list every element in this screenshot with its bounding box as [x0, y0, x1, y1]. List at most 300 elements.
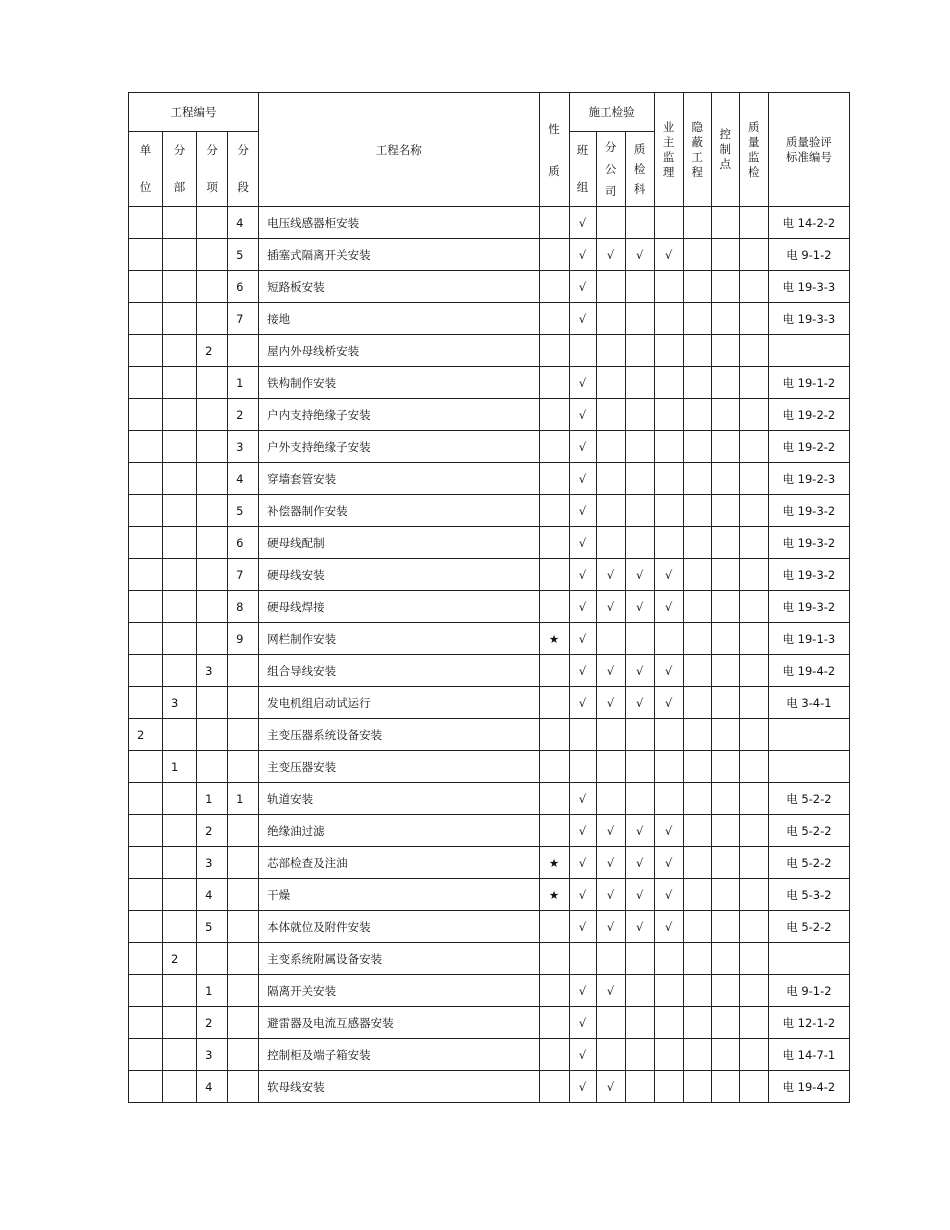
row-check-owner	[654, 975, 683, 1007]
row-division-cell	[163, 207, 197, 239]
row-check-branch	[596, 719, 625, 751]
row-division-cell	[163, 463, 197, 495]
row-check-qc	[625, 751, 654, 783]
row-division-cell	[163, 655, 197, 687]
row-unit-cell	[129, 399, 163, 431]
row-check-control	[711, 367, 739, 399]
row-check-branch	[596, 463, 625, 495]
row-check-qc	[625, 207, 654, 239]
row-check-qc: √	[625, 847, 654, 879]
table-row	[129, 335, 850, 367]
row-division-cell	[163, 367, 197, 399]
row-check-qc	[625, 271, 654, 303]
row-nature-mark	[539, 1039, 569, 1071]
row-check-team	[569, 335, 596, 367]
row-section-cell: 4	[228, 463, 259, 495]
row-standard-code: 电 19-2-2	[768, 399, 849, 431]
row-division-cell	[163, 783, 197, 815]
row-check-quality	[739, 335, 768, 367]
row-check-owner	[654, 431, 683, 463]
row-check-quality	[739, 975, 768, 1007]
row-check-branch	[596, 1039, 625, 1071]
row-check-control	[711, 719, 739, 751]
header-qc-3: 科	[633, 182, 646, 196]
row-check-concealed	[683, 783, 711, 815]
row-check-quality	[739, 527, 768, 559]
row-division-cell	[163, 1007, 197, 1039]
row-check-concealed	[683, 687, 711, 719]
header-unit	[129, 132, 163, 207]
row-check-qc	[625, 399, 654, 431]
row-check-control	[711, 399, 739, 431]
row-check-owner: √	[654, 847, 683, 879]
row-division-cell	[163, 1039, 197, 1071]
header-inspection-group: 施工检验	[569, 93, 654, 132]
row-check-control	[711, 463, 739, 495]
row-standard-code: 电 19-3-2	[768, 559, 849, 591]
row-section-cell	[228, 335, 259, 367]
row-standard-code	[768, 335, 849, 367]
header-nature-1: 性	[548, 121, 560, 136]
row-check-team: √	[569, 239, 596, 271]
row-check-qc: √	[625, 911, 654, 943]
header-control-point	[711, 93, 739, 207]
header-unit-1: 单	[139, 143, 152, 157]
row-check-team: √	[569, 303, 596, 335]
row-check-concealed	[683, 239, 711, 271]
row-check-quality	[739, 559, 768, 591]
row-check-quality	[739, 303, 768, 335]
row-standard-code: 电 19-1-3	[768, 623, 849, 655]
row-standard-code: 电 19-2-3	[768, 463, 849, 495]
table-row	[129, 399, 850, 431]
header-branch-2: 公	[604, 162, 617, 176]
row-section-cell: 6	[228, 527, 259, 559]
row-project-name: 短路板安装	[259, 271, 539, 303]
row-item-cell: 3	[197, 1039, 228, 1071]
row-check-team: √	[569, 879, 596, 911]
row-check-owner	[654, 943, 683, 975]
row-section-cell	[228, 911, 259, 943]
row-check-quality	[739, 271, 768, 303]
row-check-concealed	[683, 335, 711, 367]
row-check-owner	[654, 719, 683, 751]
header-standard-1: 质量验评	[785, 134, 832, 149]
row-nature-mark: ★	[539, 847, 569, 879]
row-check-team	[569, 719, 596, 751]
row-nature-mark	[539, 1007, 569, 1039]
row-check-branch: √	[596, 559, 625, 591]
row-item-cell: 2	[197, 335, 228, 367]
row-section-cell: 4	[228, 207, 259, 239]
row-unit-cell	[129, 815, 163, 847]
row-check-team: √	[569, 655, 596, 687]
header-section-1: 分	[237, 143, 249, 157]
row-project-name: 主变压器安装	[259, 751, 539, 783]
row-check-concealed	[683, 495, 711, 527]
header-quality-supervision	[739, 93, 768, 207]
row-check-quality	[739, 591, 768, 623]
row-check-owner	[654, 1039, 683, 1071]
row-section-cell	[228, 847, 259, 879]
table-row	[129, 1071, 850, 1103]
row-standard-code: 电 19-1-2	[768, 367, 849, 399]
row-section-cell	[228, 943, 259, 975]
header-division-2: 部	[173, 180, 186, 194]
row-standard-code: 电 19-3-3	[768, 303, 849, 335]
row-check-concealed	[683, 527, 711, 559]
row-division-cell	[163, 239, 197, 271]
row-standard-code	[768, 719, 849, 751]
row-check-control	[711, 975, 739, 1007]
row-item-cell	[197, 943, 228, 975]
row-standard-code: 电 9-1-2	[768, 975, 849, 1007]
row-check-concealed	[683, 847, 711, 879]
row-division-cell	[163, 335, 197, 367]
header-branch	[596, 132, 625, 207]
row-check-owner: √	[654, 815, 683, 847]
row-standard-code: 电 14-7-1	[768, 1039, 849, 1071]
table-row	[129, 527, 850, 559]
row-division-cell	[163, 431, 197, 463]
row-check-quality	[739, 367, 768, 399]
row-section-cell	[228, 975, 259, 1007]
row-unit-cell	[129, 271, 163, 303]
row-project-name: 屋内外母线桥安装	[259, 335, 539, 367]
row-standard-code: 电 9-1-2	[768, 239, 849, 271]
row-check-team: √	[569, 463, 596, 495]
row-division-cell	[163, 879, 197, 911]
row-check-concealed	[683, 271, 711, 303]
row-division-cell	[163, 527, 197, 559]
row-check-concealed	[683, 431, 711, 463]
row-nature-mark	[539, 751, 569, 783]
row-unit-cell	[129, 527, 163, 559]
row-check-qc	[625, 463, 654, 495]
row-project-name: 主变压器系统设备安装	[259, 719, 539, 751]
row-check-control	[711, 559, 739, 591]
row-unit-cell	[129, 1039, 163, 1071]
row-nature-mark	[539, 719, 569, 751]
row-section-cell	[228, 879, 259, 911]
row-check-branch	[596, 495, 625, 527]
row-check-concealed	[683, 719, 711, 751]
row-section-cell	[228, 1007, 259, 1039]
row-unit-cell	[129, 783, 163, 815]
row-check-quality	[739, 623, 768, 655]
row-section-cell	[228, 719, 259, 751]
header-standard-2: 标准编号	[785, 149, 832, 164]
row-standard-code: 电 12-1-2	[768, 1007, 849, 1039]
row-check-control	[711, 655, 739, 687]
row-check-control	[711, 815, 739, 847]
row-check-owner: √	[654, 655, 683, 687]
row-check-owner	[654, 495, 683, 527]
row-check-branch: √	[596, 687, 625, 719]
row-check-team	[569, 943, 596, 975]
row-nature-mark	[539, 239, 569, 271]
header-owner-2: 主	[662, 134, 675, 149]
row-check-control	[711, 431, 739, 463]
row-check-quality	[739, 463, 768, 495]
header-branch-1: 分	[604, 140, 617, 154]
row-check-team: √	[569, 559, 596, 591]
row-project-name: 发电机组启动试运行	[259, 687, 539, 719]
row-check-qc	[625, 1039, 654, 1071]
row-check-branch: √	[596, 591, 625, 623]
row-item-cell	[197, 751, 228, 783]
row-check-concealed	[683, 943, 711, 975]
row-check-concealed	[683, 367, 711, 399]
row-check-owner	[654, 783, 683, 815]
row-check-branch: √	[596, 911, 625, 943]
header-code-group: 工程编号	[129, 93, 259, 132]
row-division-cell	[163, 623, 197, 655]
row-check-owner	[654, 1007, 683, 1039]
row-check-concealed	[683, 623, 711, 655]
table-row	[129, 463, 850, 495]
row-standard-code	[768, 943, 849, 975]
table-row	[129, 271, 850, 303]
table-row	[129, 495, 850, 527]
row-check-team: √	[569, 847, 596, 879]
row-check-control	[711, 751, 739, 783]
row-unit-cell	[129, 431, 163, 463]
row-check-control	[711, 943, 739, 975]
row-check-control	[711, 303, 739, 335]
row-standard-code: 电 19-4-2	[768, 655, 849, 687]
row-item-cell	[197, 591, 228, 623]
row-section-cell	[228, 655, 259, 687]
header-owner-3: 监	[662, 149, 675, 164]
row-check-branch	[596, 399, 625, 431]
row-check-control	[711, 879, 739, 911]
row-check-qc	[625, 367, 654, 399]
header-concealed-2: 蔽	[691, 134, 703, 149]
row-unit-cell	[129, 1071, 163, 1103]
row-check-quality	[739, 431, 768, 463]
header-concealed	[683, 93, 711, 207]
row-item-cell: 3	[197, 655, 228, 687]
row-section-cell: 3	[228, 431, 259, 463]
row-project-name: 控制柜及端子箱安装	[259, 1039, 539, 1071]
row-check-team: √	[569, 1007, 596, 1039]
row-division-cell: 1	[163, 751, 197, 783]
row-item-cell	[197, 559, 228, 591]
header-branch-3: 司	[604, 184, 617, 198]
row-check-quality	[739, 783, 768, 815]
row-check-team: √	[569, 783, 596, 815]
row-check-qc: √	[625, 239, 654, 271]
row-project-name: 隔离开关安装	[259, 975, 539, 1007]
row-section-cell: 1	[228, 783, 259, 815]
row-project-name: 穿墙套管安装	[259, 463, 539, 495]
row-section-cell: 7	[228, 559, 259, 591]
row-nature-mark	[539, 367, 569, 399]
row-standard-code: 电 5-2-2	[768, 815, 849, 847]
row-check-concealed	[683, 207, 711, 239]
row-check-quality	[739, 1039, 768, 1071]
row-nature-mark	[539, 495, 569, 527]
row-standard-code: 电 5-2-2	[768, 847, 849, 879]
row-item-cell	[197, 527, 228, 559]
row-item-cell	[197, 271, 228, 303]
row-project-name: 电压线感器柜安装	[259, 207, 539, 239]
row-division-cell	[163, 271, 197, 303]
row-check-owner: √	[654, 239, 683, 271]
table-row	[129, 687, 850, 719]
row-project-name: 本体就位及附件安装	[259, 911, 539, 943]
row-check-branch: √	[596, 655, 625, 687]
row-check-quality	[739, 1007, 768, 1039]
row-standard-code: 电 19-3-3	[768, 271, 849, 303]
row-check-concealed	[683, 815, 711, 847]
row-unit-cell	[129, 367, 163, 399]
row-check-branch	[596, 1007, 625, 1039]
row-check-quality	[739, 495, 768, 527]
row-check-qc	[625, 431, 654, 463]
row-check-qc: √	[625, 879, 654, 911]
row-check-control	[711, 623, 739, 655]
row-check-owner: √	[654, 559, 683, 591]
row-nature-mark	[539, 431, 569, 463]
header-section-2: 段	[237, 180, 249, 194]
row-check-qc: √	[625, 815, 654, 847]
row-project-name: 接地	[259, 303, 539, 335]
row-nature-mark	[539, 687, 569, 719]
header-qsup-3: 监	[748, 149, 760, 164]
row-nature-mark	[539, 655, 569, 687]
row-check-team: √	[569, 815, 596, 847]
row-standard-code: 电 19-2-2	[768, 431, 849, 463]
row-unit-cell	[129, 1007, 163, 1039]
row-unit-cell	[129, 623, 163, 655]
header-nature-2: 质	[548, 163, 560, 178]
header-control-2: 制	[719, 142, 731, 156]
row-check-qc	[625, 623, 654, 655]
table-row	[129, 943, 850, 975]
row-division-cell	[163, 975, 197, 1007]
row-check-control	[711, 527, 739, 559]
table-row	[129, 367, 850, 399]
row-check-quality	[739, 879, 768, 911]
row-division-cell	[163, 495, 197, 527]
header-qsup-2: 量	[748, 134, 760, 149]
row-project-name: 主变系统附属设备安装	[259, 943, 539, 975]
row-item-cell	[197, 367, 228, 399]
header-item-2: 项	[206, 180, 218, 194]
row-division-cell	[163, 399, 197, 431]
row-project-name: 户内支持绝缘子安装	[259, 399, 539, 431]
table-row	[129, 559, 850, 591]
header-team-1: 班	[576, 143, 589, 157]
row-check-qc: √	[625, 559, 654, 591]
header-concealed-3: 工	[691, 149, 703, 164]
table-row	[129, 655, 850, 687]
row-check-control	[711, 1071, 739, 1103]
row-standard-code: 电 19-3-2	[768, 527, 849, 559]
row-item-cell: 2	[197, 815, 228, 847]
header-team-2: 组	[576, 180, 589, 194]
header-section	[228, 132, 259, 207]
row-nature-mark: ★	[539, 623, 569, 655]
header-qsup-4: 检	[748, 164, 760, 179]
row-check-team: √	[569, 271, 596, 303]
row-check-team: √	[569, 911, 596, 943]
row-section-cell: 7	[228, 303, 259, 335]
row-division-cell	[163, 559, 197, 591]
row-check-branch	[596, 527, 625, 559]
row-project-name: 硬母线配制	[259, 527, 539, 559]
row-project-name: 软母线安装	[259, 1071, 539, 1103]
row-check-control	[711, 239, 739, 271]
row-check-quality	[739, 943, 768, 975]
row-unit-cell: 2	[129, 719, 163, 751]
row-check-owner	[654, 303, 683, 335]
row-item-cell: 4	[197, 879, 228, 911]
row-project-name: 补偿器制作安装	[259, 495, 539, 527]
row-check-owner	[654, 367, 683, 399]
row-check-branch: √	[596, 975, 625, 1007]
row-project-name: 户外支持绝缘子安装	[259, 431, 539, 463]
row-section-cell: 6	[228, 271, 259, 303]
row-check-concealed	[683, 751, 711, 783]
row-unit-cell	[129, 879, 163, 911]
table-row	[129, 847, 850, 879]
row-item-cell	[197, 239, 228, 271]
row-item-cell	[197, 719, 228, 751]
row-check-branch	[596, 335, 625, 367]
row-check-control	[711, 911, 739, 943]
row-unit-cell	[129, 207, 163, 239]
row-check-team: √	[569, 207, 596, 239]
row-item-cell	[197, 431, 228, 463]
row-section-cell	[228, 815, 259, 847]
row-section-cell: 5	[228, 495, 259, 527]
row-item-cell: 3	[197, 847, 228, 879]
row-nature-mark	[539, 975, 569, 1007]
row-unit-cell	[129, 943, 163, 975]
row-check-concealed	[683, 463, 711, 495]
row-division-cell	[163, 719, 197, 751]
row-standard-code: 电 19-3-2	[768, 495, 849, 527]
row-division-cell: 2	[163, 943, 197, 975]
table-row	[129, 431, 850, 463]
row-check-control	[711, 495, 739, 527]
row-check-quality	[739, 207, 768, 239]
row-project-name: 铁构制作安装	[259, 367, 539, 399]
row-check-owner	[654, 463, 683, 495]
row-item-cell: 1	[197, 975, 228, 1007]
header-qsup-1: 质	[748, 119, 760, 134]
row-unit-cell	[129, 463, 163, 495]
row-check-qc	[625, 495, 654, 527]
table-row	[129, 1039, 850, 1071]
row-section-cell: 8	[228, 591, 259, 623]
row-check-concealed	[683, 911, 711, 943]
row-check-qc	[625, 719, 654, 751]
row-section-cell	[228, 751, 259, 783]
row-nature-mark	[539, 559, 569, 591]
row-check-control	[711, 271, 739, 303]
row-nature-mark	[539, 1071, 569, 1103]
row-check-quality	[739, 847, 768, 879]
row-unit-cell	[129, 975, 163, 1007]
row-check-team: √	[569, 623, 596, 655]
row-check-quality	[739, 815, 768, 847]
row-check-concealed	[683, 1071, 711, 1103]
row-project-name: 插塞式隔离开关安装	[259, 239, 539, 271]
